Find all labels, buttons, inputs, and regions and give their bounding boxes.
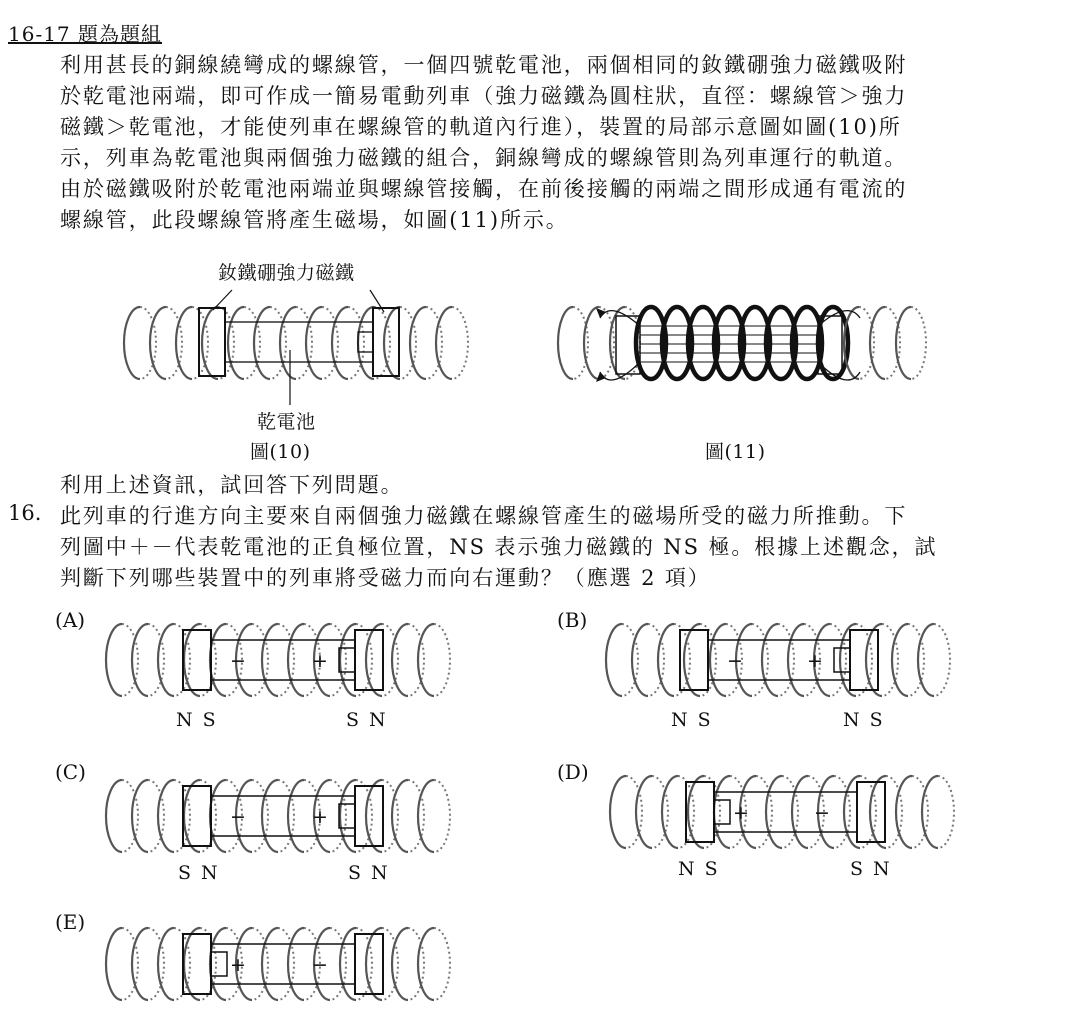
coil-turn-front xyxy=(610,776,626,848)
option-b-label[interactable]: (B) xyxy=(557,608,588,632)
coil-turn-back xyxy=(911,307,926,379)
coil-turn-back xyxy=(938,776,954,848)
battery-left-symbol: + xyxy=(230,954,246,976)
coil-turn-front xyxy=(558,307,573,379)
coil-turn-back xyxy=(833,307,848,379)
battery-body xyxy=(225,322,373,362)
coil-turn-front xyxy=(714,307,729,379)
coil-turn-front xyxy=(610,307,625,379)
option-d-left-poles: N S xyxy=(678,858,720,880)
battery-right-symbol: + xyxy=(312,650,328,672)
question-line: 此列車的行進方向主要來自兩個強力磁鐵在螺線管產生的磁場所受的磁力所推動。下 xyxy=(60,504,908,528)
coil-turn-back xyxy=(434,780,450,852)
option-d-right-poles: S N xyxy=(850,858,892,880)
prompt-text: 利用上述資訊，試回答下列問題。 xyxy=(60,473,404,497)
battery-left-symbol: − xyxy=(230,650,246,672)
coil-turn-back xyxy=(599,307,614,379)
coil-turn-back xyxy=(434,624,450,696)
section-heading: 16-17 題為題組 xyxy=(8,22,163,46)
intro-line: 利用甚長的銅線繞彎成的螺線管，一個四號乾電池，兩個相同的釹鐵硼強力磁鐵吸附 xyxy=(60,53,908,77)
field-arrowhead xyxy=(596,372,606,382)
coil-turn-back xyxy=(452,307,468,379)
coil-turn-front xyxy=(688,307,703,379)
magnet-label: 釹鐵硼強力磁鐵 xyxy=(218,262,355,284)
coil-turn-back xyxy=(885,307,900,379)
battery-right-symbol: + xyxy=(807,650,823,672)
battery-label: 乾電池 xyxy=(257,411,316,433)
option-a-label[interactable]: (A) xyxy=(55,608,86,632)
coil-turn-front xyxy=(124,307,140,379)
intro-line: 磁鐵＞乾電池，才能使列車在螺線管的軌道內行進），裝置的局部示意圖如圖(10)所 xyxy=(60,115,902,139)
coil-turn-front xyxy=(584,307,599,379)
battery-positive-terminal xyxy=(211,952,227,976)
coil-turn-front xyxy=(106,780,122,852)
question-number: 16. xyxy=(8,501,42,525)
intro-line: 示，列車為乾電池與兩個強力磁鐵的組合，銅線彎成的螺線管則為列車運行的軌道。 xyxy=(60,146,908,170)
option-b-right-poles: N S xyxy=(843,709,885,731)
magnet-right xyxy=(850,630,878,690)
option-c-right-poles: S N xyxy=(348,862,390,884)
option-e-label[interactable]: (E) xyxy=(55,910,86,934)
coil-turn-front xyxy=(896,307,911,379)
coil-turn-back xyxy=(434,928,450,1000)
option-b-left-poles: N S xyxy=(671,709,713,731)
coil-turn-front xyxy=(662,307,677,379)
question-line: 列圖中＋－代表乾電池的正負極位置，NS 表示強力磁鐵的 NS 極。根據上述觀念，試 xyxy=(60,535,938,559)
figure-10-caption: 圖(10) xyxy=(250,441,311,463)
option-b-diagram xyxy=(606,624,950,696)
battery-left-symbol: − xyxy=(727,650,743,672)
question-line: 判斷下列哪些裝置中的列車將受磁力而向右運動？（應選 2 項） xyxy=(60,566,711,590)
option-c-left-poles: S N xyxy=(178,862,220,884)
coil-turn-front xyxy=(870,307,885,379)
option-d-diagram xyxy=(610,776,954,848)
battery-positive-terminal xyxy=(358,332,373,352)
option-a-left-poles: N S xyxy=(176,709,218,731)
coil-turn-back xyxy=(859,307,874,379)
battery-left-symbol: + xyxy=(733,802,749,824)
intro-line: 由於磁鐵吸附於乾電池兩端並與螺線管接觸，在前後接觸的兩端之間形成通有電流的 xyxy=(60,177,908,201)
battery-right-symbol: + xyxy=(312,806,328,828)
battery-positive-terminal xyxy=(714,800,730,824)
option-d-label[interactable]: (D) xyxy=(557,760,589,784)
option-a-diagram xyxy=(106,624,450,696)
option-c-label[interactable]: (C) xyxy=(55,760,86,784)
battery-positive-terminal xyxy=(834,648,850,672)
option-c-diagram xyxy=(106,780,450,852)
coil-turn-front xyxy=(636,307,651,379)
option-a-right-poles: S N xyxy=(346,709,388,731)
figure-11-caption: 圖(11) xyxy=(705,441,766,463)
coil-turn-front xyxy=(792,307,807,379)
intro-line: 螺線管，此段螺線管將產生磁場，如圖(11)所示。 xyxy=(60,208,569,232)
coil-turn-back xyxy=(573,307,588,379)
option-e-diagram xyxy=(106,928,450,1000)
intro-line: 於乾電池兩端，即可作成一簡易電動列車（強力磁鐵為圓柱狀，直徑：螺線管＞強力 xyxy=(60,84,908,108)
battery-left-symbol: − xyxy=(230,806,246,828)
battery-right-symbol: − xyxy=(814,802,830,824)
coil-turn-back xyxy=(934,624,950,696)
coil-turn-front xyxy=(740,307,755,379)
battery-right-symbol: − xyxy=(312,954,328,976)
figure-10-solenoid-train xyxy=(124,290,468,405)
coil-turn-front xyxy=(766,307,781,379)
figure-11-magnetic-field xyxy=(558,307,926,382)
coil-turn-front xyxy=(106,928,122,1000)
coil-turn-front xyxy=(606,624,622,696)
coil-turn-front xyxy=(106,624,122,696)
